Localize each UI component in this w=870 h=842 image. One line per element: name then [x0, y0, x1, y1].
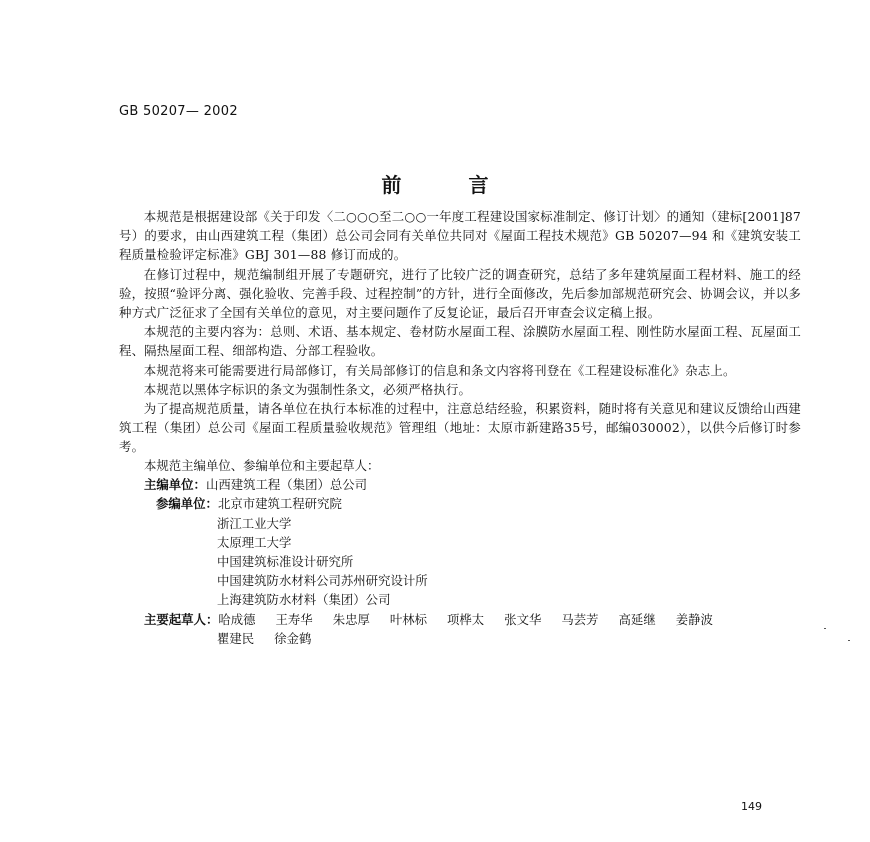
chief-editor-label: 主编单位：: [144, 477, 206, 493]
participating-label: 参编单位：: [156, 496, 218, 512]
units-and-drafters: [119, 456, 809, 648]
participating-row: [119, 590, 809, 609]
drafters-label: 主要起草人：: [144, 611, 219, 627]
participating-unit: 中国建筑标准设计研究所: [217, 553, 354, 569]
participating-unit: 太原理工大学: [217, 534, 292, 550]
chief-editor-value: 山西建筑工程（集团）总公司: [205, 477, 368, 493]
foreword-body: [119, 207, 801, 457]
units-intro-text: 本规范主编单位、参编单位和主要起草人：: [144, 458, 380, 473]
drafter-name: 叶林标: [389, 611, 428, 627]
drafter-name: 瞿建民: [217, 630, 255, 646]
drafters-row: [119, 610, 809, 629]
participating-row: [119, 514, 809, 533]
drafters-row: [119, 629, 809, 648]
paragraph: 本规范是根据建设部《关于印发〈二○○○至二○○一年度工程建设国家标准制定、修订计划〉的通知（建标[2001]87号）的要求，由山西建筑工程（集团）总公司会同有关单位共同对《屋面工程技术规范》GB 50207—94 和《建筑安装工程质量检验评定标准》GBJ 301—88 修订而成的。: [119, 209, 801, 263]
participating-row: [119, 571, 809, 590]
page-number: 149: [741, 800, 762, 813]
participating-row: [119, 552, 809, 571]
units-intro: [119, 456, 809, 475]
paragraph: 在修订过程中，规范编制组开展了专题研究，进行了比较广泛的调查研究，总结了多年建筑屋面工程材料、施工的经验，按照“验评分离、强化验收、完善手段、过程控制”的方针，进行全面修改，先后参加部规范研究会、协调会议，并以多种方式广泛征求了全国有关单位的意见，对主要问题作了反复论证，最后召开审查会议定稿上报。: [119, 266, 801, 321]
standard-code: GB 50207— 2002: [119, 104, 238, 119]
drafter-name: 徐金鹤: [274, 630, 312, 646]
paragraph: 本规范以黑体字标识的条文为强制性条文，必须严格执行。: [143, 381, 472, 397]
page-title: 前 言: [381, 173, 519, 197]
drafter-name: 王寿华: [275, 611, 313, 627]
participating-unit: 上海建筑防水材料（集团）公司: [217, 592, 391, 608]
paragraph: 本规范将来可能需要进行局部修订，有关局部修订的信息和条文内容将刊登在《工程建设标准化》杂志上。: [143, 362, 736, 378]
participating-row: [119, 494, 809, 513]
scan-speck: [824, 628, 826, 629]
participating-row: [119, 533, 809, 552]
scan-speck: [848, 640, 850, 641]
drafter-name: 高延继: [618, 611, 656, 627]
drafter-name: 项桦太: [447, 611, 485, 627]
drafter-name: 姜静波: [675, 611, 713, 627]
participating-unit: 北京市建筑工程研究院: [217, 496, 342, 512]
participating-unit: 中国建筑防水材料公司苏州研究设计所: [217, 573, 428, 589]
participating-unit: 浙江工业大学: [217, 515, 292, 531]
drafter-name: 朱忠厚: [332, 611, 370, 627]
paragraph: 为了提高规范质量，请各单位在执行本标准的过程中，注意总结经验，积累资料，随时将有关意见和建议反馈给山西建筑工程（集团）总公司《屋面工程质量验收规范》管理组（地址：太原市新建路35号，邮编030002），以供今后修订时参考。: [119, 401, 801, 455]
paragraph: 本规范的主要内容为：总则、术语、基本规定、卷材防水屋面工程、涂膜防水屋面工程、刚性防水屋面工程、瓦屋面工程、隔热屋面工程、细部构造、分部工程验收。: [119, 324, 801, 359]
drafter-name: 哈成德: [218, 611, 256, 627]
drafter-name: 张文华: [504, 611, 542, 627]
chief-editor-row: [119, 475, 809, 494]
drafter-name: 马芸芳: [561, 611, 599, 627]
